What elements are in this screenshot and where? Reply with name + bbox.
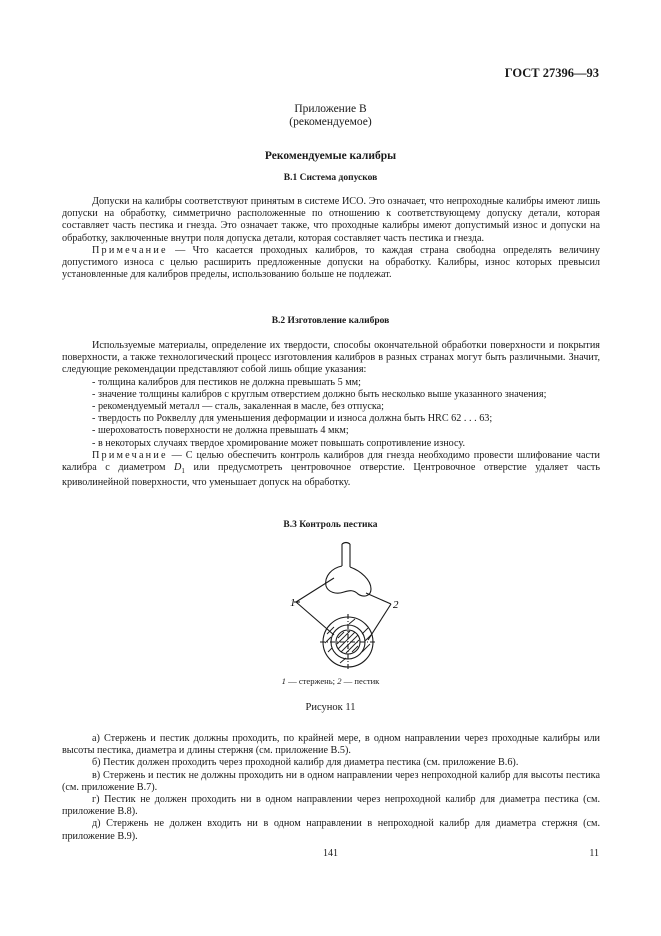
list-item: в) Стержень и пестик не должны проходить ни в одном направлении через непроходной калибр для высоты пестика (см. приложение В.7). — [62, 769, 600, 793]
note-text: или предусмотреть центровочное отверстие. Центровочное отверстие удаляет часть криволинейной поверхности, что уменьшает допуск на обработку. — [62, 462, 600, 489]
standard-header: ГОСТ 27396—93 — [504, 66, 599, 80]
list-item: - твердость по Роквеллу для уменьшения деформации и износа должна быть HRC 62 . . . 63; — [92, 413, 493, 425]
note-text: — Что касается проходных калибров, то каждая страна свободна определять величину допустимого износа с целью расширить предложенные допуски на обработку. Калибры, износ которых превысил установленные для калибров пределы, использованию больше не подлежат. — [62, 244, 600, 281]
leader-line-2a — [366, 593, 391, 604]
list-item: г) Пестик не должен проходить ни в одном направлении через непроходной калибр для диаметра пестика (см. приложение В.8). — [62, 794, 600, 818]
page-number-right: 11 — [589, 848, 599, 859]
appendix-heading — [0, 103, 661, 129]
figure-11-drawing — [270, 538, 420, 673]
figure-legend — [0, 676, 661, 686]
page-title: Рекомендуемые калибры — [264, 150, 397, 162]
list-item: - в некоторых случаях твердое хромирование может повышать сопротивление износу. — [92, 437, 466, 449]
note-text: — С целью обеспечить контроль калибров для гнезда необходимо провести шлифование части калибра с диаметром — [62, 449, 600, 474]
list-item: - шероховатость поверхности не должна превышать 4 мкм; — [92, 425, 349, 437]
list-item: б) Пестик должен проходить через проходной калибр для диаметра пестика (см. приложение В.6). — [92, 757, 519, 769]
list-item: д) Стержень не должен входить ни в одном направлении в непроходной калибр для диаметра стержня (см. приложение В.9). — [62, 818, 600, 842]
legend-num-1: 1 — [281, 676, 286, 686]
note — [62, 450, 600, 490]
list-item: - значение толщины калибров с круглым отверстием должно быть несколько выше указанного значения; — [92, 388, 547, 400]
page-number-center: 141 — [323, 848, 338, 859]
list-item: - толщина калибров для пестиков не должна превышать 5 мм; — [92, 376, 361, 388]
list-item: а) Стержень и пестик должны проходить, по крайней мере, в одном направлении через проходные калибры или высоты пестика, диаметра и длины стержня (см. приложение В.5). — [62, 733, 600, 757]
section-b1-body — [62, 196, 600, 281]
diameter-subscript: 1 — [181, 467, 185, 476]
note-label: Примечание — [92, 449, 168, 461]
appendix-label: Приложение В — [294, 103, 367, 115]
appendix-type: (рекомендуемое) — [289, 116, 372, 128]
diameter-symbol: D — [174, 462, 182, 474]
paragraph: Допуски на калибры соответствуют принятым в системе ИСО. Это означает, что непроходные калибры имеют лишь допуски на обработку, симметрично расположенные по отношению к соответствующему допуску детали, которая составляет часть пестика и гнезда. Это означает также, что проходные калибры имеют допустимый износ и допуски на обработку, заключенные внутри поля допуска детали, которая составляет часть пестика и гнезда. — [62, 196, 600, 244]
legend-num-2: 2 — [337, 676, 342, 686]
section-b2-body — [62, 340, 600, 489]
stem-top — [342, 543, 350, 545]
list-item: - рекомендуемый металл — сталь, закаленная в масле, без отпуска; — [92, 401, 384, 413]
paragraph: Используемые материалы, определение их твердости, способы окончательной обработки поверхности и покрытия поверхности, а также технологический процесс изготовления калибров в разных странах могут быть различными. Значит, следующие рекомендации представляют собой лишь общие указания: — [62, 340, 600, 376]
legend-text-1: — стержень; — [285, 676, 338, 686]
leader-line-1b — [296, 602, 334, 635]
legend-text-2: — пестик — [341, 676, 380, 686]
pestle-outline — [326, 566, 371, 596]
section-heading-b2: В.2 Изготовление калибров — [271, 316, 390, 326]
figure-title: Рисунок 11 — [305, 702, 356, 713]
note-label: Примечание — [92, 244, 168, 256]
section-b3-body — [62, 733, 600, 843]
note — [62, 245, 600, 282]
figure-label-1: 1 — [290, 597, 296, 609]
section-heading-b1: В.1 Система допусков — [283, 173, 378, 183]
section-heading-b3: В.3 Контроль пестика — [283, 520, 378, 530]
figure-label-2: 2 — [393, 599, 399, 611]
